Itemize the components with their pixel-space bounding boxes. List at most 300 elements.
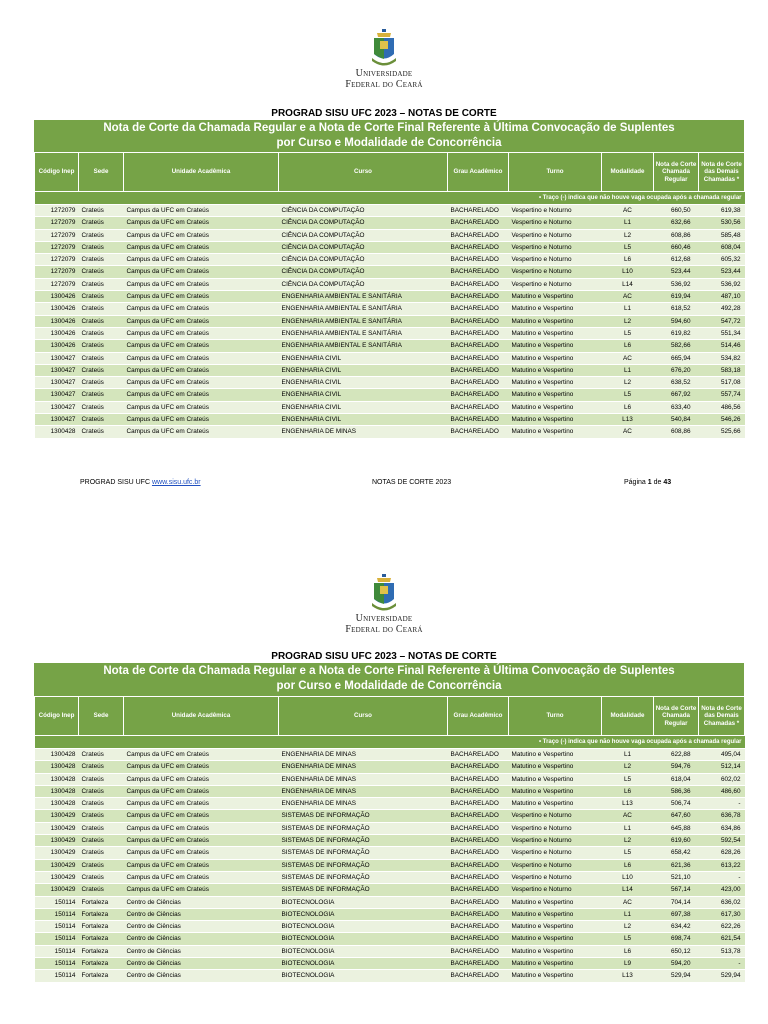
cell-curso: BIOTECNOLOGIA [279, 970, 448, 982]
cell-sede: Fortaleza [79, 908, 124, 920]
cell-turno: Vespertino e Noturno [509, 217, 602, 229]
cell-nota-regular: 658,42 [654, 847, 699, 859]
cell-sede: Crateús [79, 340, 124, 352]
cell-codigo: 150114 [35, 970, 79, 982]
cell-sede: Crateús [79, 364, 124, 376]
table-body-page1 [35, 205, 745, 439]
cell-grau: BACHARELADO [448, 205, 509, 217]
cell-curso: CIÊNCIA DA COMPUTAÇÃO [279, 254, 448, 266]
cell-grau: BACHARELADO [448, 266, 509, 278]
cell-nota-regular: 506,74 [654, 798, 699, 810]
cell-turno: Matutino e Vespertino [509, 908, 602, 920]
cell-nota-demais: 585,48 [699, 229, 745, 241]
cell-curso: ENGENHARIA DE MINAS [279, 798, 448, 810]
cell-codigo: 1300426 [35, 303, 79, 315]
note-row [35, 736, 745, 749]
cell-unidade: Campus da UFC em Crateús [124, 303, 279, 315]
cell-codigo: 1300429 [35, 884, 79, 896]
university-name-line2: Federal do Ceará [345, 79, 423, 90]
cell-codigo: 1272079 [35, 266, 79, 278]
note-row [35, 192, 745, 205]
table-banner-2 [34, 663, 744, 696]
table-row [35, 364, 745, 376]
cell-nota-demais: 530,56 [699, 217, 745, 229]
table-row [35, 217, 745, 229]
cell-sede: Crateús [79, 291, 124, 303]
table-row [35, 352, 745, 364]
cell-sede: Fortaleza [79, 970, 124, 982]
cell-modalidade: L2 [602, 229, 654, 241]
ufc-crest-icon [371, 573, 397, 613]
document-title-2: PROGRAD SISU UFC 2023 – NOTAS DE CORTE [271, 651, 497, 662]
cell-nota-regular: 521,10 [654, 871, 699, 883]
cell-codigo: 1272079 [35, 254, 79, 266]
cell-sede: Crateús [79, 773, 124, 785]
cell-grau: BACHARELADO [448, 229, 509, 241]
cell-codigo: 1272079 [35, 217, 79, 229]
cell-unidade: Campus da UFC em Crateús [124, 859, 279, 871]
cell-codigo: 1300426 [35, 291, 79, 303]
cell-modalidade: L1 [602, 303, 654, 315]
cell-sede: Crateús [79, 315, 124, 327]
cell-nota-regular: 697,38 [654, 908, 699, 920]
cell-unidade: Campus da UFC em Crateús [124, 835, 279, 847]
cell-codigo: 1272079 [35, 229, 79, 241]
cell-grau: BACHARELADO [448, 389, 509, 401]
cell-sede: Crateús [79, 254, 124, 266]
cell-curso: BIOTECNOLOGIA [279, 933, 448, 945]
col-header-unidade: Unidade Acadêmica [124, 153, 279, 192]
cell-curso: CIÊNCIA DA COMPUTAÇÃO [279, 217, 448, 229]
cell-turno: Matutino e Vespertino [509, 315, 602, 327]
table-row [35, 970, 745, 982]
cell-curso: ENGENHARIA CIVIL [279, 377, 448, 389]
cell-sede: Crateús [79, 414, 124, 426]
cell-modalidade: L5 [602, 241, 654, 253]
col-header-modalidade: Modalidade [602, 697, 654, 736]
col-header-grau: Grau Acadêmico [448, 697, 509, 736]
cell-nota-regular: 594,20 [654, 958, 699, 970]
cell-nota-regular: 667,92 [654, 389, 699, 401]
cell-nota-regular: 647,60 [654, 810, 699, 822]
col-header-grau: Grau Acadêmico [448, 153, 509, 192]
cell-nota-regular: 704,14 [654, 896, 699, 908]
cell-grau: BACHARELADO [448, 835, 509, 847]
cell-turno: Vespertino e Noturno [509, 254, 602, 266]
col-header-codigo: Código Inep [35, 153, 79, 192]
cell-nota-demais: 608,04 [699, 241, 745, 253]
cell-curso: SISTEMAS DE INFORMAÇÃO [279, 847, 448, 859]
cell-nota-regular: 594,60 [654, 315, 699, 327]
cell-sede: Crateús [79, 847, 124, 859]
col-header-modalidade: Modalidade [602, 153, 654, 192]
cell-codigo: 150114 [35, 921, 79, 933]
cell-grau: BACHARELADO [448, 970, 509, 982]
cell-unidade: Campus da UFC em Crateús [124, 810, 279, 822]
cell-curso: CIÊNCIA DA COMPUTAÇÃO [279, 241, 448, 253]
cell-unidade: Campus da UFC em Crateús [124, 254, 279, 266]
cell-turno: Matutino e Vespertino [509, 414, 602, 426]
table-row [35, 401, 745, 413]
cell-turno: Matutino e Vespertino [509, 401, 602, 413]
cell-turno: Matutino e Vespertino [509, 377, 602, 389]
cell-nota-demais: - [699, 798, 745, 810]
footer-page-prefix: Página [624, 479, 646, 486]
cell-nota-demais: 486,60 [699, 785, 745, 797]
banner-line2: por Curso e Modalidade de Concorrência [276, 137, 502, 149]
col-header-unidade: Unidade Acadêmica [124, 697, 279, 736]
cell-nota-regular: 676,20 [654, 364, 699, 376]
cell-unidade: Campus da UFC em Crateús [124, 291, 279, 303]
cell-nota-regular: 698,74 [654, 933, 699, 945]
cell-turno: Matutino e Vespertino [509, 303, 602, 315]
cell-curso: BIOTECNOLOGIA [279, 908, 448, 920]
cell-grau: BACHARELADO [448, 426, 509, 438]
cell-unidade: Centro de Ciências [124, 958, 279, 970]
cell-grau: BACHARELADO [448, 859, 509, 871]
table-row [35, 933, 745, 945]
cell-nota-regular: 529,94 [654, 970, 699, 982]
table-row [35, 303, 745, 315]
cell-nota-regular: 621,36 [654, 859, 699, 871]
cell-nota-regular: 619,60 [654, 835, 699, 847]
cell-sede: Crateús [79, 859, 124, 871]
cell-codigo: 1300428 [35, 761, 79, 773]
cell-unidade: Campus da UFC em Crateús [124, 229, 279, 241]
cell-nota-demais: 605,32 [699, 254, 745, 266]
cell-sede: Crateús [79, 761, 124, 773]
cell-turno: Matutino e Vespertino [509, 970, 602, 982]
banner-line2: por Curso e Modalidade de Concorrência [276, 680, 502, 692]
cell-grau: BACHARELADO [448, 241, 509, 253]
cell-nota-demais: 583,18 [699, 364, 745, 376]
cell-grau: BACHARELADO [448, 352, 509, 364]
cell-nota-demais: 536,92 [699, 278, 745, 290]
cell-modalidade: L6 [602, 254, 654, 266]
cell-curso: ENGENHARIA AMBIENTAL E SANITÁRIA [279, 340, 448, 352]
cell-sede: Crateús [79, 377, 124, 389]
cell-turno: Vespertino e Noturno [509, 229, 602, 241]
cell-nota-regular: 536,92 [654, 278, 699, 290]
table-row [35, 810, 745, 822]
cell-grau: BACHARELADO [448, 401, 509, 413]
cell-grau: BACHARELADO [448, 908, 509, 920]
cell-codigo: 1300428 [35, 798, 79, 810]
cell-turno: Matutino e Vespertino [509, 896, 602, 908]
cell-grau: BACHARELADO [448, 217, 509, 229]
cell-modalidade: L1 [602, 749, 654, 761]
cell-modalidade: L5 [602, 389, 654, 401]
table-row [35, 908, 745, 920]
cell-modalidade: L6 [602, 859, 654, 871]
cell-curso: CIÊNCIA DA COMPUTAÇÃO [279, 229, 448, 241]
cell-nota-demais: 621,54 [699, 933, 745, 945]
cell-nota-regular: 619,94 [654, 291, 699, 303]
cell-modalidade: L2 [602, 377, 654, 389]
cell-codigo: 1300429 [35, 871, 79, 883]
cell-nota-demais: 557,74 [699, 389, 745, 401]
cell-turno: Vespertino e Noturno [509, 884, 602, 896]
table-row [35, 205, 745, 217]
cell-sede: Crateús [79, 303, 124, 315]
cell-nota-regular: 608,86 [654, 229, 699, 241]
table-row [35, 822, 745, 834]
cell-grau: BACHARELADO [448, 798, 509, 810]
cell-turno: Matutino e Vespertino [509, 364, 602, 376]
footer-page-sep: de [653, 479, 662, 486]
note-text: • Traço (-) indica que não houve vaga ocupada após a chamada regular [35, 192, 745, 205]
cell-modalidade: L10 [602, 266, 654, 278]
cell-sede: Crateús [79, 884, 124, 896]
cell-codigo: 1300429 [35, 810, 79, 822]
cell-curso: ENGENHARIA DE MINAS [279, 773, 448, 785]
cell-grau: BACHARELADO [448, 291, 509, 303]
cell-turno: Matutino e Vespertino [509, 945, 602, 957]
cell-unidade: Campus da UFC em Crateús [124, 352, 279, 364]
cutoff-table-page2 [34, 696, 745, 983]
cell-unidade: Campus da UFC em Crateús [124, 377, 279, 389]
cell-curso: ENGENHARIA CIVIL [279, 352, 448, 364]
cell-curso: SISTEMAS DE INFORMAÇÃO [279, 835, 448, 847]
cell-codigo: 1300426 [35, 327, 79, 339]
cell-nota-demais: 487,10 [699, 291, 745, 303]
cell-turno: Vespertino e Noturno [509, 810, 602, 822]
cell-nota-demais: 486,56 [699, 401, 745, 413]
table-row [35, 315, 745, 327]
cell-turno: Vespertino e Noturno [509, 859, 602, 871]
cell-turno: Matutino e Vespertino [509, 426, 602, 438]
cell-codigo: 150114 [35, 908, 79, 920]
table-row [35, 340, 745, 352]
cell-modalidade: L1 [602, 822, 654, 834]
cell-turno: Matutino e Vespertino [509, 773, 602, 785]
table-row [35, 229, 745, 241]
cell-sede: Fortaleza [79, 896, 124, 908]
cell-curso: CIÊNCIA DA COMPUTAÇÃO [279, 266, 448, 278]
cell-modalidade: AC [602, 205, 654, 217]
cell-nota-demais: 534,82 [699, 352, 745, 364]
sisu-link[interactable]: www.sisu.ufc.br [151, 479, 201, 486]
cell-modalidade: L6 [602, 340, 654, 352]
cell-modalidade: L13 [602, 414, 654, 426]
cell-sede: Crateús [79, 749, 124, 761]
cell-sede: Crateús [79, 426, 124, 438]
cell-curso: ENGENHARIA CIVIL [279, 401, 448, 413]
cell-nota-regular: 645,88 [654, 822, 699, 834]
footer-page-number [624, 479, 671, 486]
cell-sede: Crateús [79, 229, 124, 241]
col-header-sede: Sede [79, 697, 124, 736]
cell-modalidade: L14 [602, 278, 654, 290]
cell-nota-regular: 634,42 [654, 921, 699, 933]
cell-sede: Crateús [79, 401, 124, 413]
cell-grau: BACHARELADO [448, 921, 509, 933]
cell-unidade: Campus da UFC em Crateús [124, 364, 279, 376]
table-row [35, 389, 745, 401]
cell-curso: ENGENHARIA DE MINAS [279, 761, 448, 773]
table-row [35, 958, 745, 970]
cell-nota-demais: 613,22 [699, 859, 745, 871]
cell-curso: BIOTECNOLOGIA [279, 921, 448, 933]
cell-nota-demais: 628,26 [699, 847, 745, 859]
cell-turno: Vespertino e Noturno [509, 822, 602, 834]
cell-codigo: 150114 [35, 958, 79, 970]
table-row [35, 761, 745, 773]
cell-modalidade: AC [602, 291, 654, 303]
cell-codigo: 1300429 [35, 835, 79, 847]
table-row [35, 773, 745, 785]
cell-curso: ENGENHARIA CIVIL [279, 389, 448, 401]
cell-unidade: Campus da UFC em Crateús [124, 315, 279, 327]
col-header-sede: Sede [79, 153, 124, 192]
note-text: • Traço (-) indica que não houve vaga ocupada após a chamada regular [35, 736, 745, 749]
cell-grau: BACHARELADO [448, 933, 509, 945]
footer-center: NOTAS DE CORTE 2023 [372, 479, 452, 486]
col-header-nota-regular: Nota de Corte Chamada Regular [654, 697, 699, 736]
cell-sede: Crateús [79, 266, 124, 278]
cell-curso: SISTEMAS DE INFORMAÇÃO [279, 884, 448, 896]
col-header-turno: Turno [509, 697, 602, 736]
cell-nota-regular: 618,52 [654, 303, 699, 315]
col-header-turno: Turno [509, 153, 602, 192]
cell-unidade: Campus da UFC em Crateús [124, 327, 279, 339]
cell-unidade: Campus da UFC em Crateús [124, 871, 279, 883]
cell-curso: ENGENHARIA AMBIENTAL E SANITÁRIA [279, 315, 448, 327]
cell-modalidade: L9 [602, 958, 654, 970]
cutoff-table-page1 [34, 152, 745, 439]
cell-grau: BACHARELADO [448, 414, 509, 426]
cell-unidade: Campus da UFC em Crateús [124, 217, 279, 229]
cell-unidade: Campus da UFC em Crateús [124, 785, 279, 797]
cell-sede: Crateús [79, 798, 124, 810]
cell-turno: Matutino e Vespertino [509, 933, 602, 945]
cell-grau: BACHARELADO [448, 945, 509, 957]
cell-sede: Fortaleza [79, 945, 124, 957]
cell-unidade: Centro de Ciências [124, 921, 279, 933]
cell-unidade: Campus da UFC em Crateús [124, 340, 279, 352]
cell-turno: Vespertino e Noturno [509, 241, 602, 253]
cell-modalidade: L13 [602, 970, 654, 982]
table-row [35, 835, 745, 847]
cell-grau: BACHARELADO [448, 810, 509, 822]
cell-nota-regular: 622,88 [654, 749, 699, 761]
cell-nota-demais: 513,78 [699, 945, 745, 957]
university-name-line1: Universidade [355, 68, 413, 79]
cell-modalidade: AC [602, 352, 654, 364]
cell-modalidade: L6 [602, 785, 654, 797]
cell-nota-demais: 523,44 [699, 266, 745, 278]
cell-unidade: Campus da UFC em Crateús [124, 426, 279, 438]
cell-sede: Crateús [79, 389, 124, 401]
table-banner [34, 120, 744, 152]
university-name-line1: Universidade [355, 613, 413, 624]
cell-modalidade: AC [602, 426, 654, 438]
cell-nota-regular: 633,40 [654, 401, 699, 413]
cell-modalidade: AC [602, 896, 654, 908]
footer-page-current: 1 [647, 479, 652, 486]
cell-nota-regular: 650,12 [654, 945, 699, 957]
cell-codigo: 1300429 [35, 822, 79, 834]
cell-modalidade: L6 [602, 945, 654, 957]
cell-curso: ENGENHARIA AMBIENTAL E SANITÁRIA [279, 303, 448, 315]
cell-unidade: Campus da UFC em Crateús [124, 389, 279, 401]
cell-grau: BACHARELADO [448, 884, 509, 896]
cell-nota-demais: 634,86 [699, 822, 745, 834]
cell-curso: SISTEMAS DE INFORMAÇÃO [279, 871, 448, 883]
table-row [35, 871, 745, 883]
table-row [35, 921, 745, 933]
cell-nota-demais: 547,72 [699, 315, 745, 327]
cell-grau: BACHARELADO [448, 315, 509, 327]
cell-turno: Vespertino e Noturno [509, 266, 602, 278]
cell-curso: ENGENHARIA CIVIL [279, 414, 448, 426]
cell-curso: BIOTECNOLOGIA [279, 896, 448, 908]
cell-grau: BACHARELADO [448, 327, 509, 339]
cell-unidade: Campus da UFC em Crateús [124, 798, 279, 810]
cell-codigo: 1300428 [35, 785, 79, 797]
table-row [35, 884, 745, 896]
cell-grau: BACHARELADO [448, 896, 509, 908]
cell-unidade: Campus da UFC em Crateús [124, 847, 279, 859]
document-title: PROGRAD SISU UFC 2023 – NOTAS DE CORTE [271, 108, 497, 119]
cell-nota-demais: 492,28 [699, 303, 745, 315]
cell-nota-regular: 612,68 [654, 254, 699, 266]
cell-nota-regular: 582,66 [654, 340, 699, 352]
cell-modalidade: L2 [602, 835, 654, 847]
table-row [35, 241, 745, 253]
cell-nota-demais: 529,94 [699, 970, 745, 982]
cell-turno: Matutino e Vespertino [509, 958, 602, 970]
table-row [35, 798, 745, 810]
cell-turno: Matutino e Vespertino [509, 785, 602, 797]
table-row [35, 785, 745, 797]
cell-curso: CIÊNCIA DA COMPUTAÇÃO [279, 205, 448, 217]
cell-nota-regular: 567,14 [654, 884, 699, 896]
cell-nota-regular: 586,36 [654, 785, 699, 797]
banner-line1: Nota de Corte da Chamada Regular e a Nota de Corte Final Referente à Última Convocação de Suplentes [103, 122, 675, 134]
cell-nota-demais: 617,30 [699, 908, 745, 920]
cell-nota-regular: 660,46 [654, 241, 699, 253]
cell-nota-demais: 423,00 [699, 884, 745, 896]
cell-unidade: Centro de Ciências [124, 933, 279, 945]
cell-codigo: 1300427 [35, 364, 79, 376]
cell-grau: BACHARELADO [448, 822, 509, 834]
cell-codigo: 1300428 [35, 426, 79, 438]
cell-unidade: Campus da UFC em Crateús [124, 414, 279, 426]
table-row [35, 859, 745, 871]
col-header-curso: Curso [279, 697, 448, 736]
cell-grau: BACHARELADO [448, 254, 509, 266]
cell-nota-regular: 523,44 [654, 266, 699, 278]
cell-nota-demais: 495,04 [699, 749, 745, 761]
cell-unidade: Campus da UFC em Crateús [124, 884, 279, 896]
cell-nota-demais: - [699, 958, 745, 970]
table-row [35, 266, 745, 278]
cell-modalidade: L1 [602, 217, 654, 229]
cell-grau: BACHARELADO [448, 785, 509, 797]
cell-nota-regular: 665,94 [654, 352, 699, 364]
cell-curso: ENGENHARIA DE MINAS [279, 749, 448, 761]
table-row [35, 749, 745, 761]
col-header-nota-demais: Nota de Corte das Demais Chamadas * [699, 153, 745, 192]
cell-sede: Crateús [79, 785, 124, 797]
footer-left [80, 479, 201, 486]
col-header-nota-demais: Nota de Corte das Demais Chamadas * [699, 697, 745, 736]
cell-nota-demais: 636,78 [699, 810, 745, 822]
table-row [35, 414, 745, 426]
cell-turno: Vespertino e Noturno [509, 847, 602, 859]
cell-unidade: Campus da UFC em Crateús [124, 266, 279, 278]
